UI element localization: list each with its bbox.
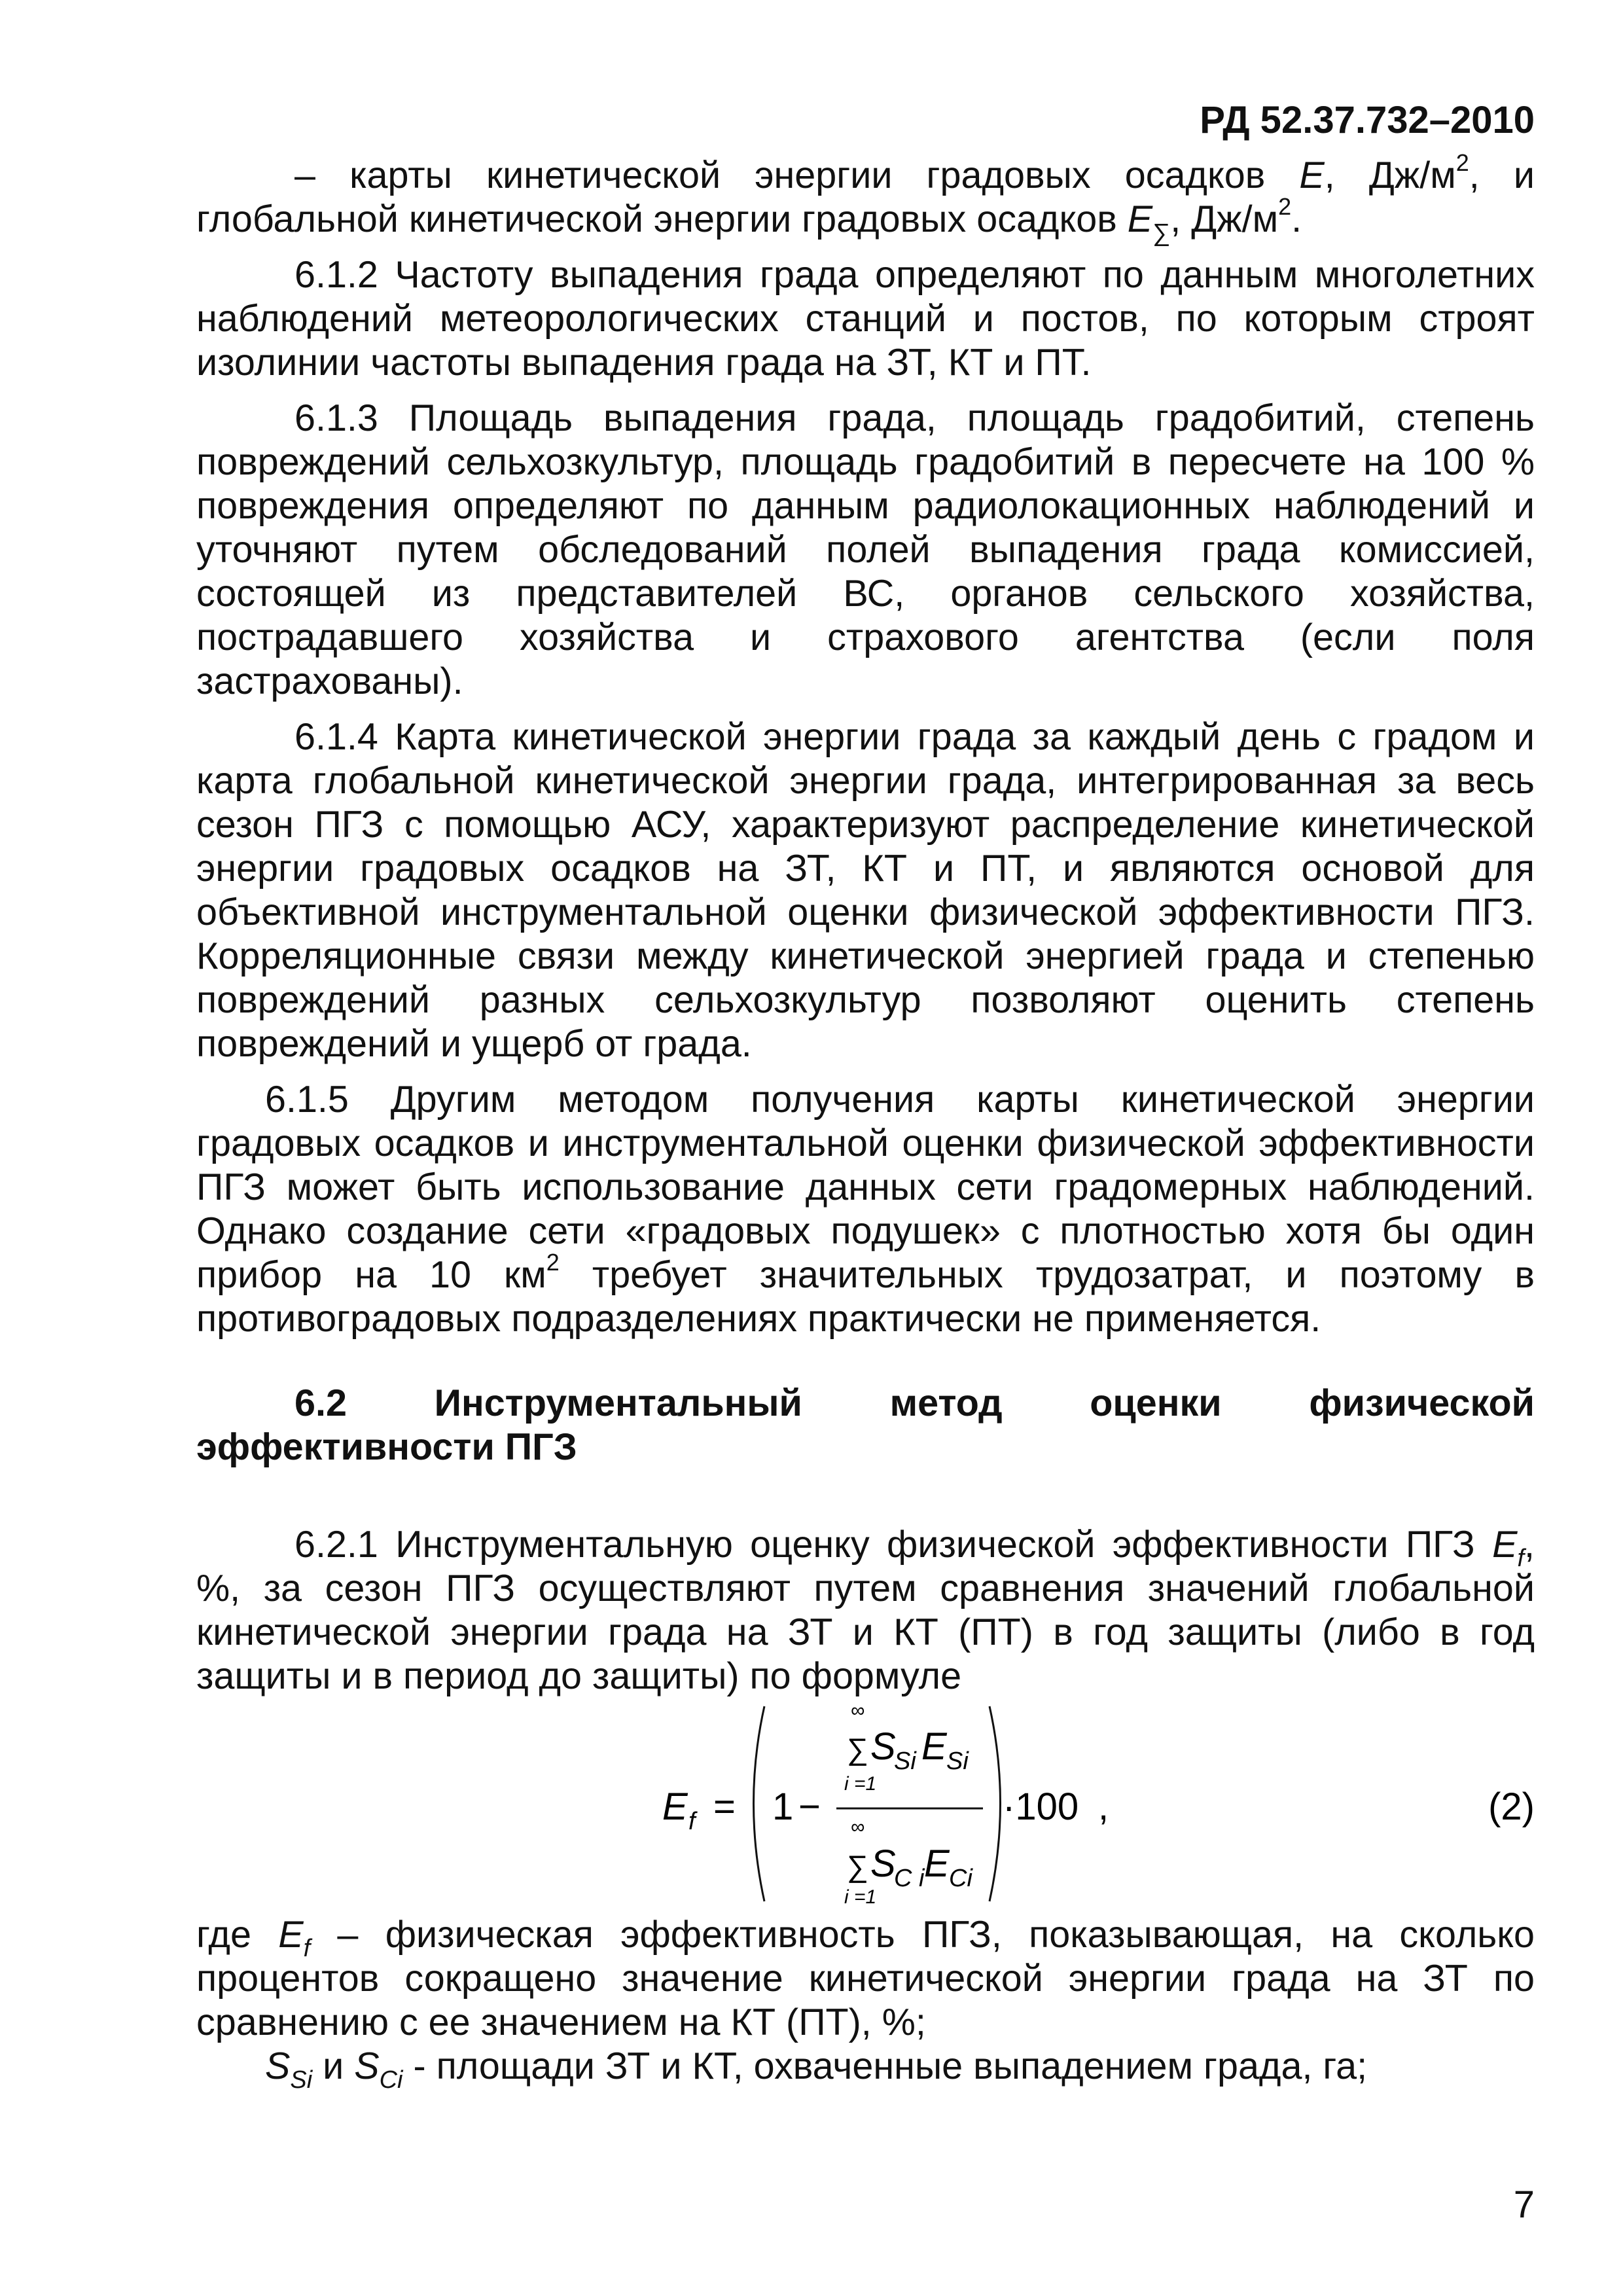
paragraph-6-1-5-line: Однако создание сети «градовых подушек» с плотностью хотя бы один	[196, 1210, 1535, 1252]
paragraph-6-2-1-line: %, за сезон ПГЗ осуществляют путем сравнения значений глобальной	[196, 1568, 1535, 1609]
document-code: РД 52.37.732–2010	[1200, 99, 1535, 141]
formula-den-E-sub: Ci	[949, 1865, 972, 1892]
formula-num-S-sub: Si	[894, 1748, 916, 1775]
paragraph-6-1-2-line: 6.1.2 Частоту выпадения града определяют по данным многолетних	[294, 254, 1535, 296]
formula-den-S-sub: C i	[894, 1865, 925, 1892]
formula-den-E: E	[924, 1842, 950, 1885]
paragraph-6-1-5-line: ПГЗ может быть использование данных сети градомерных наблюдений.	[196, 1166, 1535, 1208]
formula-lhs-sub: f	[688, 1808, 696, 1835]
paragraph-6-1-3-line: пострадавшего хозяйства и страхового агентства (если поля	[196, 617, 1535, 658]
formula-lhs: E	[662, 1785, 688, 1828]
formula-den-S: S	[870, 1842, 896, 1885]
paragraph-6-2-1-line: защиты и в период до защиты) по формуле	[196, 1655, 962, 1697]
paragraph-6-1-5-line: градовых осадков и инструментальной оценки физической эффективности	[196, 1122, 1535, 1164]
formula-times-100: ·100	[1003, 1785, 1079, 1828]
where-line: процентов сокращено значение кинетической энергии града на ЗТ по	[196, 1958, 1535, 2000]
page-number: 7	[1513, 2183, 1535, 2226]
paragraph-6-1-4-line: 6.1.4 Карта кинетической энергии града за каждый день с градом и	[294, 716, 1535, 758]
formula-num-upper-limit: ∞	[851, 1700, 865, 1721]
paragraph-6-1-3-line: застрахованы).	[196, 660, 463, 702]
paragraph-6-1-3-line: повреждения определяют по данным радиолокационных наблюдений и	[196, 485, 1535, 527]
paragraph-6-2-1-line: 6.2.1 Инструментальную оценку физической эффективности ПГЗ $E_f$,	[294, 1524, 1535, 1572]
paragraph-6-1-3-line: состоящей из представителей ВС, органов сельского хозяйства,	[196, 573, 1535, 615]
paragraph-6-1-5-line: противоградовых подразделениях практически не применяется.	[196, 1298, 1321, 1340]
paragraph-6-1-4-line: повреждений и ущерб от града.	[196, 1023, 752, 1065]
formula-one: 1	[772, 1785, 794, 1828]
formula-svg	[196, 1698, 1535, 1907]
paragraph-6-1-2-line: наблюдений метеорологических станций и постов, по которым строят	[196, 298, 1535, 340]
formula-num-E-sub: Si	[946, 1748, 969, 1775]
formula-den-lower-limit: i =1	[844, 1886, 877, 1907]
paragraph-6-1-4-line: сезон ПГЗ с помощью АСУ, характеризуют распределение кинетической	[196, 804, 1535, 846]
paragraph-6-1-4-line: повреждений разных сельхозкультур позволяют оценить степень	[196, 979, 1535, 1021]
list-item-line: – карты кинетической энергии градовых осадков E, $Дж/м^2$, и	[294, 149, 1535, 196]
formula-den-sum-sign: ∑	[847, 1849, 868, 1883]
formula-num-sum-sign: ∑	[847, 1732, 868, 1766]
paragraph-6-1-4-line: Корреляционные связи между кинетической энергией града и степенью	[196, 935, 1535, 977]
where-line: где $E_f$ – физическая эффективность ПГЗ, показывающая, на сколько	[196, 1914, 1535, 1962]
formula-num-lower-limit: i =1	[844, 1773, 877, 1795]
s-definition-line: $S_{Si}$ и $S_{Ci}$ - площади ЗТ и КТ, охваченные выпадением града, га;	[265, 2045, 1368, 2094]
paragraph-6-2-1-line: кинетической энергии града на ЗТ и КТ (ПТ) в год защиты (либо в год	[196, 1611, 1535, 1653]
formula-comma: ,	[1098, 1785, 1109, 1828]
formula-right-paren	[990, 1706, 1001, 1901]
formula-2	[196, 1698, 1535, 1907]
formula-number: (2)	[1488, 1785, 1535, 1828]
paragraph-6-1-3-line: 6.1.3 Площадь выпадения града, площадь градобитий, степень	[294, 397, 1535, 439]
formula-left-paren	[754, 1706, 765, 1901]
formula-den-upper-limit: ∞	[851, 1816, 865, 1838]
list-item-line: глобальной кинетической энергии градовых осадков $E_\sum$, $Дж/м^2$.	[196, 193, 1302, 247]
section-heading-6-2	[196, 1382, 1535, 1469]
document-body	[196, 149, 1535, 2094]
where-line: сравнению с ее значением на КТ (ПТ), %;	[196, 2001, 926, 2043]
paragraph-6-1-3-line: повреждений сельхозкультур, площадь градобитий в пересчете на 100 %	[196, 441, 1535, 483]
formula-minus: −	[798, 1785, 821, 1828]
formula-num-E: E	[921, 1725, 947, 1768]
paragraph-6-1-4-line: карта глобальной кинетической энергии града, интегрированная за весь	[196, 760, 1535, 802]
paragraph-6-1-5-line: 6.1.5 Другим методом получения карты кинетической энергии	[265, 1079, 1535, 1121]
paragraph-6-1-3-line: уточняют путем обследований полей выпадения града комиссией,	[196, 529, 1535, 571]
section-heading-line: 6.2 Инструментальный метод оценки физической	[294, 1382, 1535, 1424]
paragraph-6-1-2-line: изолинии частоты выпадения града на ЗТ, КТ и ПТ.	[196, 342, 1092, 384]
section-heading-line: эффективности ПГЗ	[196, 1426, 577, 1468]
paragraph-6-1-5-line: прибор на 10 $км^2$ требует значительных трудозатрат, и поэтому в	[196, 1249, 1535, 1296]
paragraph-6-1-4-line: объективной инструментальной оценки физической эффективности ПГЗ.	[196, 891, 1535, 933]
formula-equals: =	[713, 1785, 736, 1828]
formula-num-S: S	[870, 1725, 896, 1768]
paragraph-6-1-4-line: энергии градовых осадков на ЗТ, КТ и ПТ, и являются основой для	[196, 848, 1535, 889]
